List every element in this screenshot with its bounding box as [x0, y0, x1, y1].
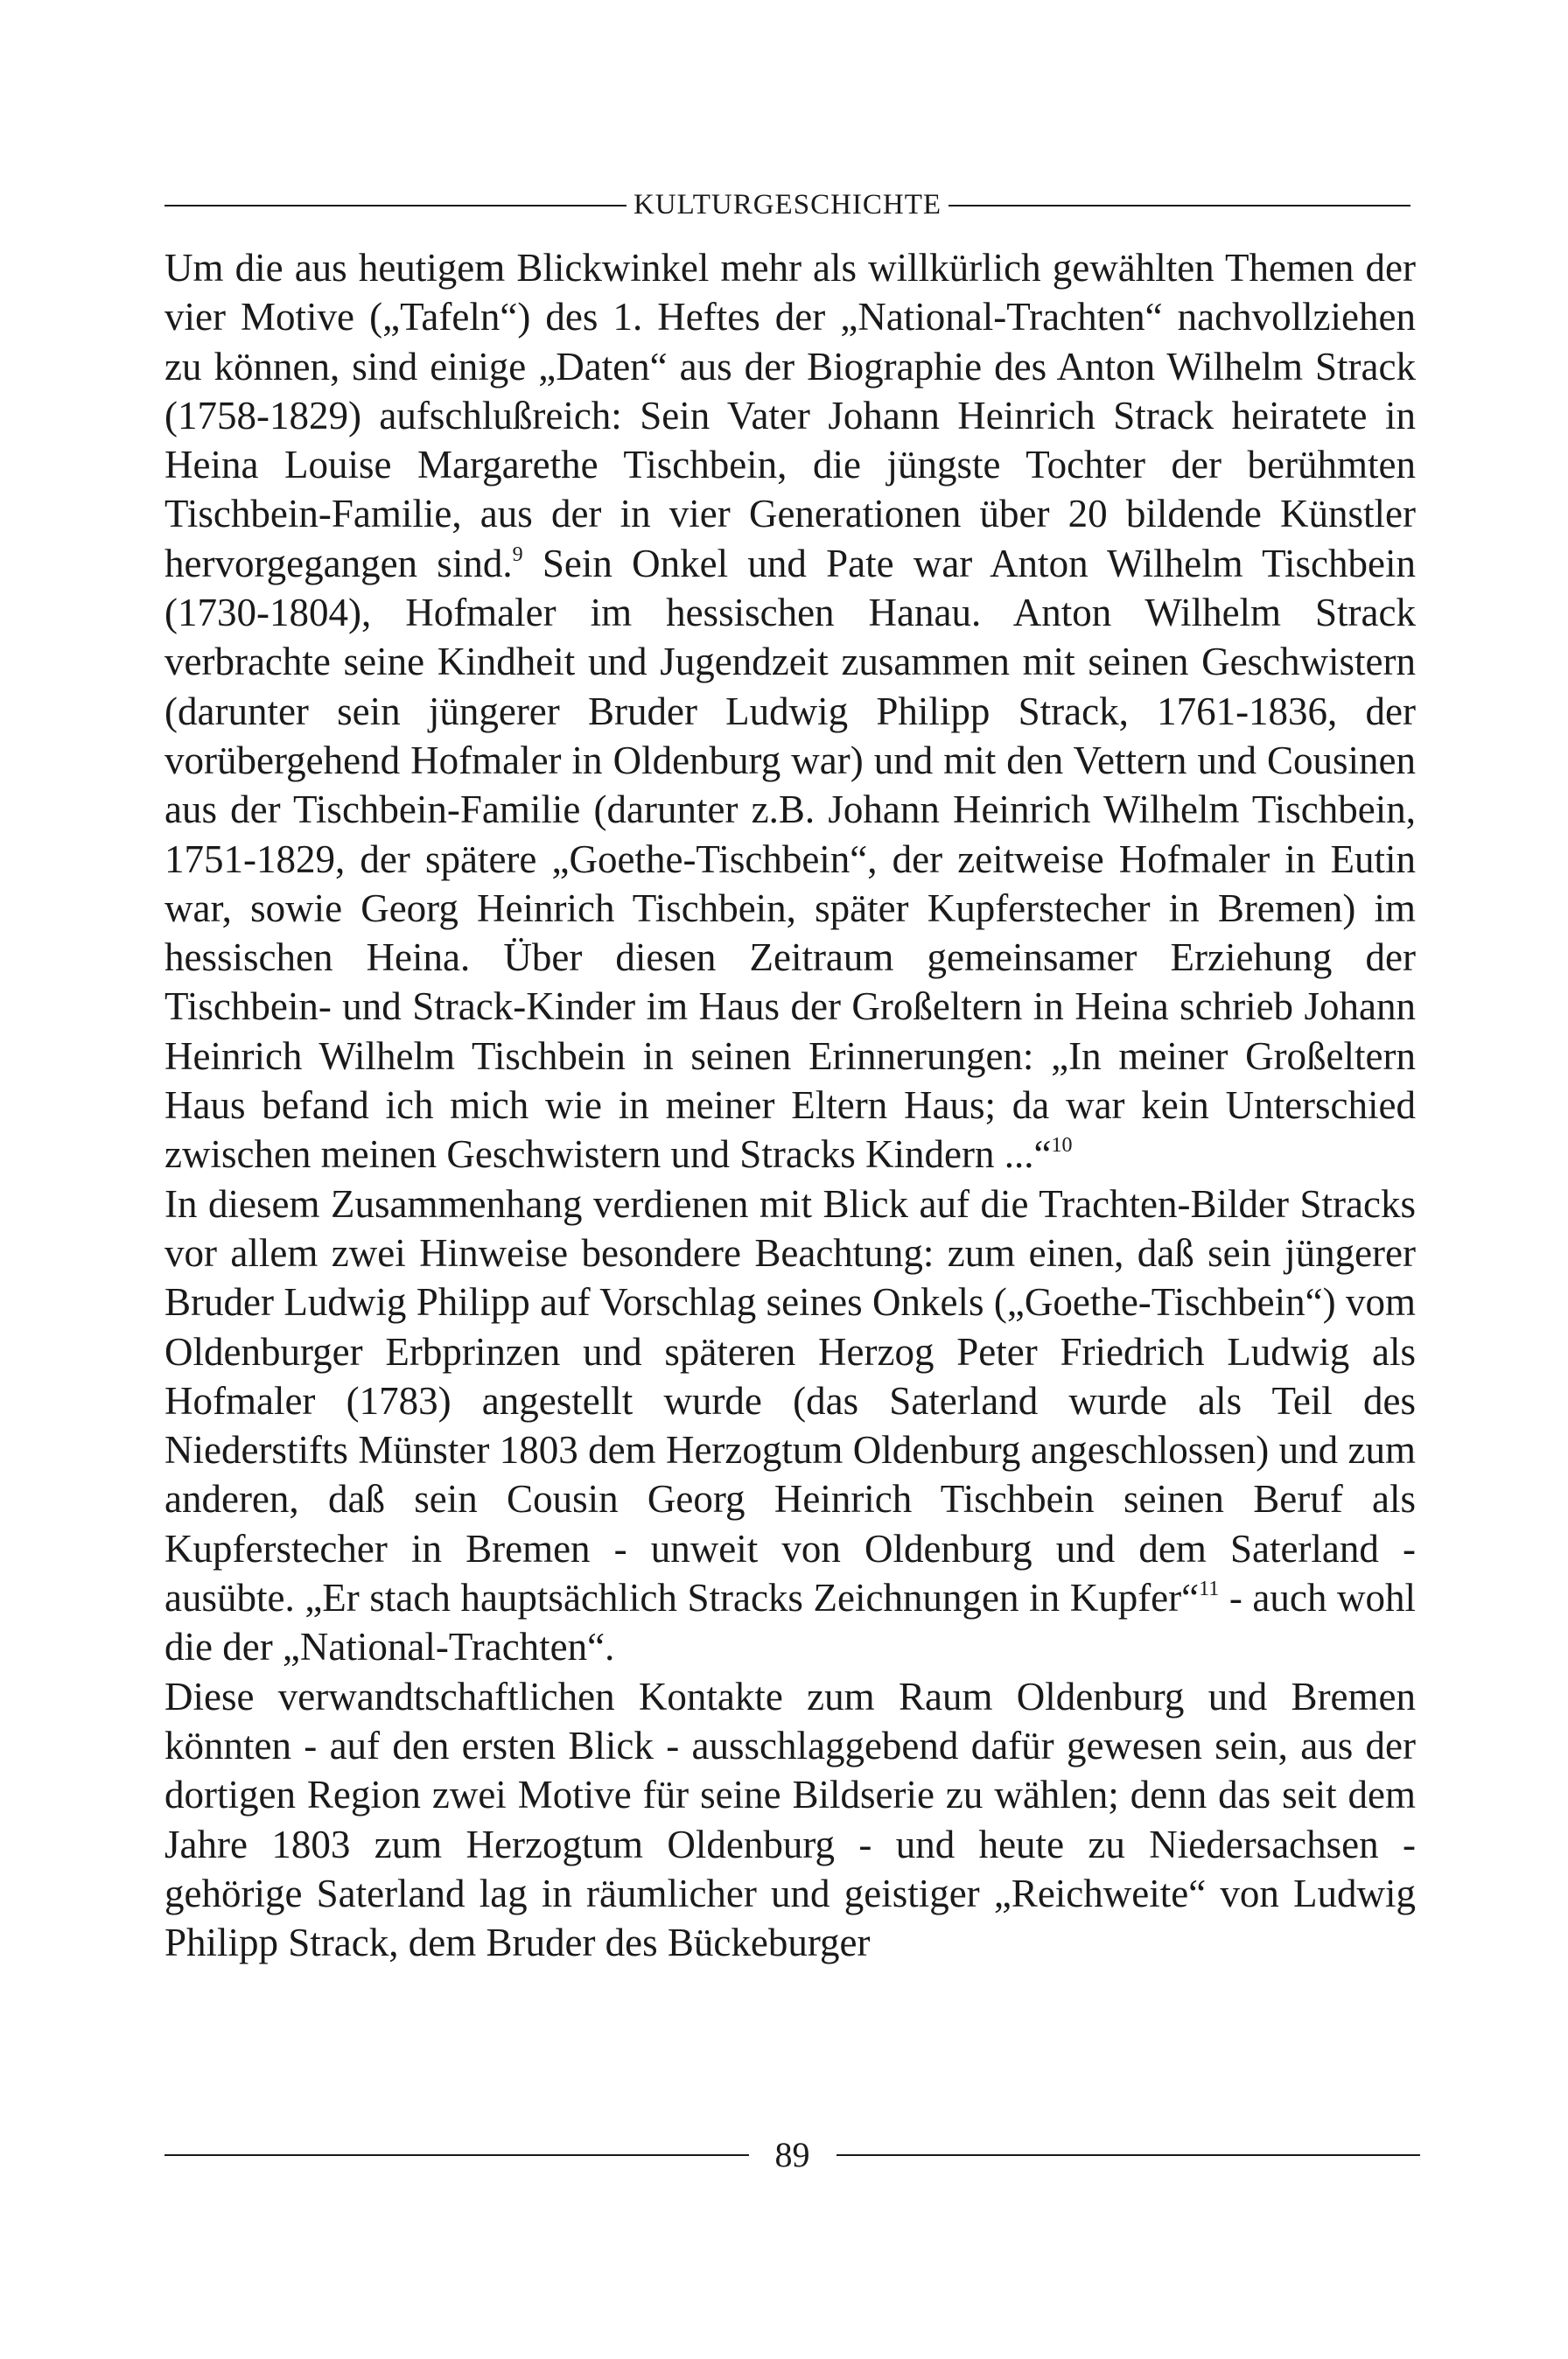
footer-rule-left	[164, 2154, 749, 2156]
body-text	[164, 243, 1416, 1967]
paragraph-2	[164, 1180, 1416, 1672]
paragraph-1-text-a: Um die aus heutigem Blickwinkel mehr als willkürlich gewählten Themen der vier Motive („Tafeln“) des 1. Heftes der „National-Trachten“ nachvollziehen zu können, sind einige „Daten“ aus der Biographie des Anton Wilhelm Strack (1758-1829) aufschlußreich: Sein Vater Johann Heinrich Strack heiratete in Heina Louise Margarethe Tischbein, die jüngste Tochter der berühmten Tischbein-Familie, aus der in vier Generationen über 20 bildende Künstler hervorgegangen sind.	[164, 246, 1416, 585]
paragraph-1-text-b: Sein Onkel und Pate war Anton Wilhelm Tischbein (1730-1804), Hofmaler im hessischen Hanau. Anton Wilhelm Strack verbrachte seine Kindheit und Jugendzeit zusammen mit seinen Geschwistern (darunter sein jüngerer Bruder Ludwig Philipp Strack, 1761-1836, der vorübergehend Hofmaler in Oldenburg war) und mit den Vettern und Cousinen aus der Tischbein-Familie (darunter z.B. Johann Heinrich Wilhelm Tischbein, 1751-1829, der spätere „Goethe-Tischbein“, der zeitweise Hofmaler in Eutin war, sowie Georg Heinrich Tischbein, später Kupferstecher in Bremen) im hessischen Heina. Über diesen Zeitraum gemeinsamer Erziehung der Tischbein- und Strack-Kinder im Haus der Großeltern in Heina schrieb Johann Heinrich Wilhelm Tischbein in seinen Erinnerungen: „In meiner Großeltern Haus befand ich mich wie in meiner Eltern Haus; da war kein Unterschied zwischen meinen Geschwistern und Stracks Kindern ...“	[164, 541, 1416, 1177]
paragraph-2-text-a: In diesem Zusammenhang verdienen mit Blick auf die Trachten-Bilder Stracks vor allem zwei Hinweise besondere Beachtung: zum einen, daß sein jüngerer Bruder Ludwig Philipp auf Vorschlag seines Onkels („Goethe-Tischbein“) vom Oldenburger Erbprinzen und späteren Herzog Peter Friedrich Ludwig als Hofmaler (1783) angestellt wurde (das Saterland wurde als Teil des Niederstifts Münster 1803 dem Herzogtum Oldenburg angeschlossen) und zum anderen, daß sein Cousin Georg Heinrich Tischbein seinen Beruf als Kupferstecher in Bremen - unweit von Oldenburg und dem Saterland - ausübte. „Er stach hauptsächlich Stracks Zeichnungen in Kupfer“	[164, 1181, 1416, 1620]
paragraph-3	[164, 1672, 1416, 1968]
footnote-ref-9: 9	[512, 542, 523, 566]
footnote-ref-10: 10	[1051, 1134, 1073, 1158]
footer-rule-right	[836, 2154, 1421, 2156]
paragraph-1	[164, 243, 1416, 1180]
paragraph-2-text-b: - auch wohl die der „National-Trachten“.	[164, 1576, 1416, 1670]
paragraph-3-text: Diese verwandtschaftlichen Kontakte zum Raum Oldenburg und Bremen könnten - auf den ersten Blick - ausschlaggebend dafür gewesen sein, aus der dortigen Region zwei Motive für seine Bildserie zu wählen; denn das seit dem Jahre 1803 zum Herzogtum Oldenburg - und heute zu Niedersachsen - gehörige Saterland lag in räumlicher und geistiger „Reichweite“ von Ludwig Philipp Strack, dem Bruder des Bückeburger	[164, 1674, 1416, 1965]
footnote-ref-11: 11	[1199, 1578, 1220, 1601]
page-number: 89	[774, 2135, 810, 2174]
page-footer	[164, 2135, 1420, 2174]
header-rule-left	[164, 205, 626, 206]
header-rule-right	[948, 205, 1410, 206]
section-title: KULTURGESCHICHTE	[633, 189, 942, 220]
running-header	[164, 191, 1410, 220]
